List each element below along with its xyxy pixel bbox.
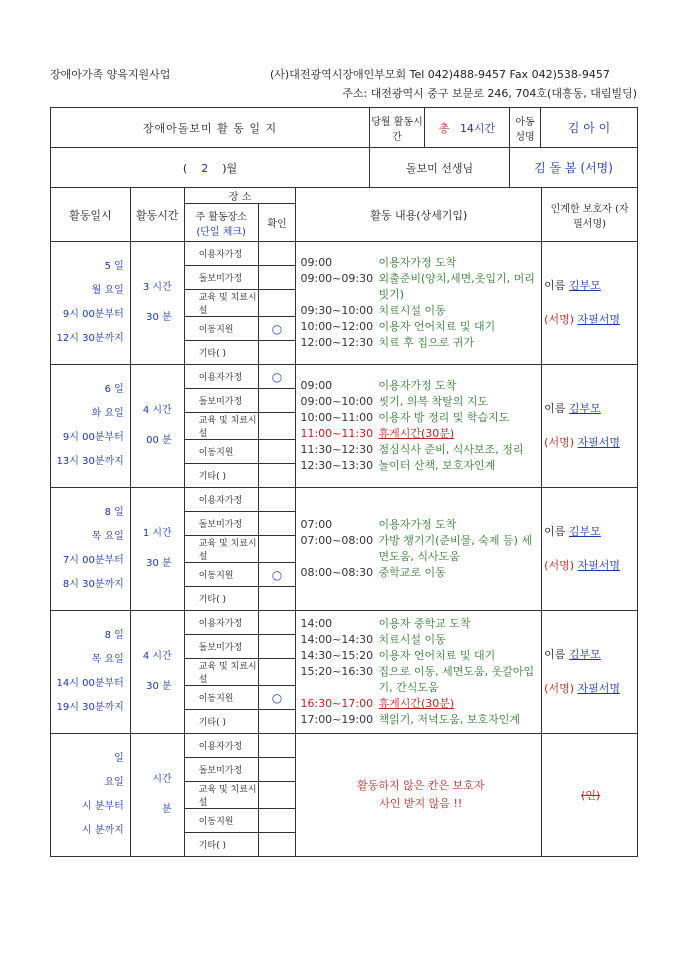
- activity-item: [300, 410, 541, 426]
- place-option: 교육 및 치료시설: [184, 782, 258, 809]
- activity-item: [300, 319, 541, 335]
- place-option: 돌보미가정: [184, 389, 258, 413]
- entry-weekday: 월 요일: [91, 285, 124, 296]
- place-check[interactable]: [258, 440, 296, 464]
- blank-note: 활동하지 않은 칸은 보호자 사인 받지 않음 !!: [357, 779, 485, 810]
- activity-desc: 치료 후 집으로 귀가: [378, 336, 474, 349]
- entry-date: [51, 365, 131, 488]
- entry-duration: [130, 242, 184, 365]
- guardian-name-label: 이름: [544, 279, 566, 292]
- guardian-name-line: [544, 515, 637, 549]
- place-option: 돌보미가정: [184, 635, 258, 659]
- activity-item: [300, 394, 541, 410]
- place-check[interactable]: [258, 266, 296, 290]
- place-option: 이용자가정: [184, 488, 258, 512]
- guardian-name-label: 이름: [544, 525, 566, 538]
- activity-time: 09:00~09:30: [300, 272, 374, 285]
- entry-row: [51, 488, 638, 512]
- place-check[interactable]: ○: [258, 563, 296, 587]
- activity-desc: 이용자 방 정리 및 학습지도: [378, 411, 510, 424]
- guardian-sig-label: (서명): [544, 559, 574, 572]
- entry-duration: [130, 611, 184, 734]
- activity-desc: 이용자 중학교 도착: [378, 617, 471, 630]
- activity-desc: 이용자 언어치료 및 대기: [378, 320, 496, 333]
- guardian-name: 김부모: [568, 648, 601, 661]
- activity-details: [296, 365, 542, 488]
- guardian-name-line: [544, 638, 637, 672]
- activity-item: [300, 255, 541, 271]
- activity-item: [300, 533, 541, 565]
- guardian-name-label: 이름: [544, 402, 566, 415]
- activity-log-table: [50, 187, 638, 857]
- header-place-main: [184, 204, 258, 242]
- child-label: 아동 성명: [510, 108, 541, 148]
- activity-time: 10:00~12:00: [300, 320, 374, 333]
- activity-time: 07:00: [300, 518, 333, 531]
- entry-day: 5 일: [104, 261, 124, 272]
- place-option: 이동지원: [184, 317, 258, 341]
- entry-weekday: 목 요일: [91, 654, 124, 665]
- entry-hours: 시간: [152, 774, 172, 785]
- total-hours: [425, 108, 510, 148]
- place-check[interactable]: [258, 464, 296, 488]
- guardian-signature[interactable]: [542, 488, 638, 611]
- activity-item: [300, 696, 541, 712]
- caregiver-label: 돌보미 선생님: [370, 148, 510, 188]
- entry-start: 시 분부터: [81, 801, 124, 812]
- activity-item: [300, 517, 541, 533]
- place-check[interactable]: ○: [258, 365, 296, 389]
- activity-time: 14:00: [300, 617, 333, 630]
- place-option: 이동지원: [184, 686, 258, 710]
- entry-minutes: 00 분: [146, 435, 172, 446]
- entry-row: [51, 365, 638, 389]
- organization-contact: (사)대전광역시장애인부모회 Tel 042)488-9457 Fax 042)538-9457: [270, 68, 610, 81]
- place-option: 이용자가정: [184, 242, 258, 266]
- place-option: 교육 및 치료시설: [184, 536, 258, 563]
- entry-date: [51, 242, 131, 365]
- guardian-signature[interactable]: [542, 611, 638, 734]
- guardian-name: 김부모: [568, 525, 601, 538]
- activity-item: [300, 712, 541, 728]
- entry-end: 13시 30분까지: [56, 456, 124, 467]
- entry-date: [51, 734, 131, 857]
- guardian-signature[interactable]: [542, 365, 638, 488]
- entry-row: [51, 611, 638, 635]
- activity-time: 11:30~12:30: [300, 443, 374, 456]
- month-cell: [51, 148, 370, 188]
- activity-time: 14:30~15:20: [300, 649, 374, 662]
- activity-desc: 가방 챙기기(준비물, 숙제 등) 세면도움, 식사도움: [378, 534, 533, 563]
- guardian-sig-line: [544, 549, 637, 583]
- activity-item: [300, 271, 541, 303]
- entry-hours: 4 시간: [142, 405, 172, 416]
- entry-start: 14시 00분부터: [56, 678, 124, 689]
- guardian-signature[interactable]: [542, 734, 638, 857]
- entry-duration: [130, 488, 184, 611]
- activity-desc: 이용자가정 도착: [378, 379, 457, 392]
- activity-desc: 이용자가정 도착: [378, 518, 457, 531]
- activity-time: 08:00~08:30: [300, 566, 374, 579]
- entry-weekday: 요일: [104, 777, 124, 788]
- activity-desc: 치료시설 이동: [378, 633, 446, 646]
- place-check[interactable]: [258, 611, 296, 635]
- entry-minutes: 30 분: [146, 312, 172, 323]
- guardian-signature[interactable]: [542, 242, 638, 365]
- place-check[interactable]: [258, 734, 296, 758]
- place-option: 교육 및 치료시설: [184, 413, 258, 440]
- place-option: 이동지원: [184, 809, 258, 833]
- hours-label: 당월 활동시간: [370, 108, 425, 148]
- place-option: 이용자가정: [184, 611, 258, 635]
- form-header-table: [50, 107, 638, 188]
- activity-time: 09:00: [300, 256, 333, 269]
- place-option: 이동지원: [184, 563, 258, 587]
- entry-end: 시 분까지: [81, 825, 124, 836]
- place-option: 이용자가정: [184, 734, 258, 758]
- place-check[interactable]: [258, 413, 296, 440]
- entry-date: [51, 611, 131, 734]
- entry-end: 19시 30분까지: [56, 702, 124, 713]
- entry-row: [51, 734, 638, 758]
- activity-item: [300, 648, 541, 664]
- form-title: 장애아돌보미 활 동 일 지: [51, 108, 370, 148]
- place-check[interactable]: [258, 488, 296, 512]
- activity-item: [300, 442, 541, 458]
- place-check[interactable]: [258, 242, 296, 266]
- activity-time: 10:00~11:00: [300, 411, 374, 424]
- place-option: 이용자가정: [184, 365, 258, 389]
- program-name: 장애아가족 양육지원사업: [50, 68, 171, 81]
- guardian-name-line: [544, 269, 637, 303]
- place-check[interactable]: [258, 659, 296, 686]
- activity-details: [296, 734, 542, 857]
- place-option: 돌보미가정: [184, 512, 258, 536]
- activity-desc: 씻기, 의복 착탈의 지도: [378, 395, 489, 408]
- entry-minutes: 분: [162, 804, 172, 815]
- entry-weekday: 화 요일: [91, 408, 124, 419]
- entry-minutes: 30 분: [146, 558, 172, 569]
- place-check[interactable]: [258, 389, 296, 413]
- place-check[interactable]: ○: [258, 317, 296, 341]
- place-check[interactable]: [258, 710, 296, 734]
- header-place: 장 소: [184, 188, 296, 204]
- entry-start: 9시 00분부터: [62, 432, 124, 443]
- activity-details: [296, 488, 542, 611]
- activity-desc: 점심식사 준비, 식사보조, 정리: [378, 443, 524, 456]
- hours-value: 14시간: [459, 121, 496, 135]
- activity-time: 14:00~14:30: [300, 633, 374, 646]
- month-close: )월: [222, 161, 238, 175]
- entry-start: 7시 00분부터: [62, 555, 124, 566]
- entry-date: [51, 488, 131, 611]
- guardian-sig-line: [544, 672, 637, 706]
- place-option: 교육 및 치료시설: [184, 290, 258, 317]
- place-check[interactable]: [258, 782, 296, 809]
- entries-body: [51, 242, 638, 857]
- guardian-sig: 자필서명: [577, 559, 621, 572]
- guardian-sig-label: (서명): [544, 313, 574, 326]
- blank-signature: (인): [580, 789, 601, 802]
- activity-time: 09:00~10:00: [300, 395, 374, 408]
- place-check[interactable]: [258, 536, 296, 563]
- activity-time: 17:00~19:00: [300, 713, 374, 726]
- header-confirm: 확인: [258, 204, 296, 242]
- place-option: 기타( ): [184, 833, 258, 857]
- place-check[interactable]: [258, 758, 296, 782]
- guardian-name-label: 이름: [544, 648, 566, 661]
- place-check[interactable]: [258, 587, 296, 611]
- header-content: 활동 내용(상세기입): [296, 188, 542, 242]
- guardian-sig-label: (서명): [544, 436, 574, 449]
- guardian-name-line: [544, 392, 637, 426]
- activity-item: [300, 426, 541, 442]
- guardian-sig-label: (서명): [544, 682, 574, 695]
- month-open: (: [182, 161, 188, 175]
- activity-time: 07:00~08:00: [300, 534, 374, 547]
- entry-end: 8시 30분까지: [62, 579, 124, 590]
- place-check[interactable]: [258, 833, 296, 857]
- guardian-sig: 자필서명: [577, 682, 621, 695]
- entry-weekday: 목 요일: [91, 531, 124, 542]
- activity-time: 09:00: [300, 379, 333, 392]
- activity-item: [300, 458, 541, 474]
- place-option: 기타( ): [184, 464, 258, 488]
- entry-duration: [130, 734, 184, 857]
- activity-desc: 외출준비(양치,세면,옷입기, 머리빗기): [378, 272, 535, 301]
- activity-item: [300, 378, 541, 394]
- place-check[interactable]: [258, 512, 296, 536]
- entry-start: 9시 00분부터: [62, 309, 124, 320]
- activity-item: [300, 664, 541, 696]
- activity-time: 15:20~16:30: [300, 665, 374, 678]
- place-option: 기타( ): [184, 587, 258, 611]
- activity-time: 16:30~17:00: [300, 697, 374, 710]
- guardian-name: 김부모: [568, 279, 601, 292]
- header-guardian: 인계한 보호자 (자필서명): [542, 188, 638, 242]
- entry-duration: [130, 365, 184, 488]
- activity-desc: 이용자가정 도착: [378, 256, 457, 269]
- activity-desc: 휴게시간(30분): [378, 427, 455, 440]
- place-option: 돌보미가정: [184, 266, 258, 290]
- place-main-label: 주 활동장소: [195, 211, 247, 223]
- entry-hours: 4 시간: [142, 651, 172, 662]
- activity-desc: 휴게시간(30분): [378, 697, 455, 710]
- entry-minutes: 30 분: [146, 681, 172, 692]
- activity-time: 12:00~12:30: [300, 336, 374, 349]
- activity-item: [300, 303, 541, 319]
- place-check[interactable]: [258, 341, 296, 365]
- place-check[interactable]: [258, 635, 296, 659]
- activity-time: 12:30~13:30: [300, 459, 374, 472]
- place-note: (단일 체크): [196, 226, 246, 238]
- activity-desc: 치료시설 이동: [378, 304, 446, 317]
- activity-desc: 이용자 언어치료 및 대기: [378, 649, 496, 662]
- activity-desc: 놀이터 산책, 보호자인계: [378, 459, 496, 472]
- place-check[interactable]: [258, 290, 296, 317]
- activity-item: [300, 335, 541, 351]
- guardian-sig-line: [544, 303, 637, 337]
- activity-item: [300, 565, 541, 581]
- entry-day: 6 일: [104, 384, 124, 395]
- activity-time: 09:30~10:00: [300, 304, 374, 317]
- hours-prefix: 총: [438, 121, 450, 135]
- guardian-sig: 자필서명: [577, 436, 621, 449]
- place-check[interactable]: ○: [258, 686, 296, 710]
- child-name: 김 아 이: [541, 108, 638, 148]
- activity-item: [300, 616, 541, 632]
- place-option: 이동지원: [184, 440, 258, 464]
- entry-day: 일: [114, 753, 124, 764]
- activity-item: [300, 632, 541, 648]
- caregiver-name: 김 돌 봄 (서명): [510, 148, 638, 188]
- place-option: 기타( ): [184, 710, 258, 734]
- activity-time: 11:00~11:30: [300, 427, 374, 440]
- entry-row: [51, 242, 638, 266]
- place-option: 교육 및 치료시설: [184, 659, 258, 686]
- guardian-sig-line: [544, 426, 637, 460]
- activity-desc: 집으로 이동, 세면도움, 옷갈아입기, 간식도움: [378, 665, 535, 694]
- activity-details: [296, 611, 542, 734]
- entry-end: 12시 30분까지: [56, 333, 124, 344]
- entry-hours: 3 시간: [142, 282, 172, 293]
- organization-address: 주소: 대전광역시 중구 보문로 246, 704호(대흥동, 대림빌딩): [342, 87, 637, 100]
- activity-desc: 중학교로 이동: [378, 566, 446, 579]
- place-option: 돌보미가정: [184, 758, 258, 782]
- activity-details: [296, 242, 542, 365]
- place-check[interactable]: [258, 809, 296, 833]
- activity-desc: 책읽기, 저녁도움, 보호자인계: [378, 713, 520, 726]
- entry-hours: 1 시간: [142, 528, 172, 539]
- guardian-name: 김부모: [568, 402, 601, 415]
- month-value: 2: [201, 161, 209, 175]
- header-date: 활동일시: [51, 188, 131, 242]
- entry-day: 8 일: [104, 507, 124, 518]
- header-time: 활동시간: [130, 188, 184, 242]
- entry-day: 8 일: [104, 630, 124, 641]
- place-option: 기타( ): [184, 341, 258, 365]
- guardian-sig: 자필서명: [577, 313, 621, 326]
